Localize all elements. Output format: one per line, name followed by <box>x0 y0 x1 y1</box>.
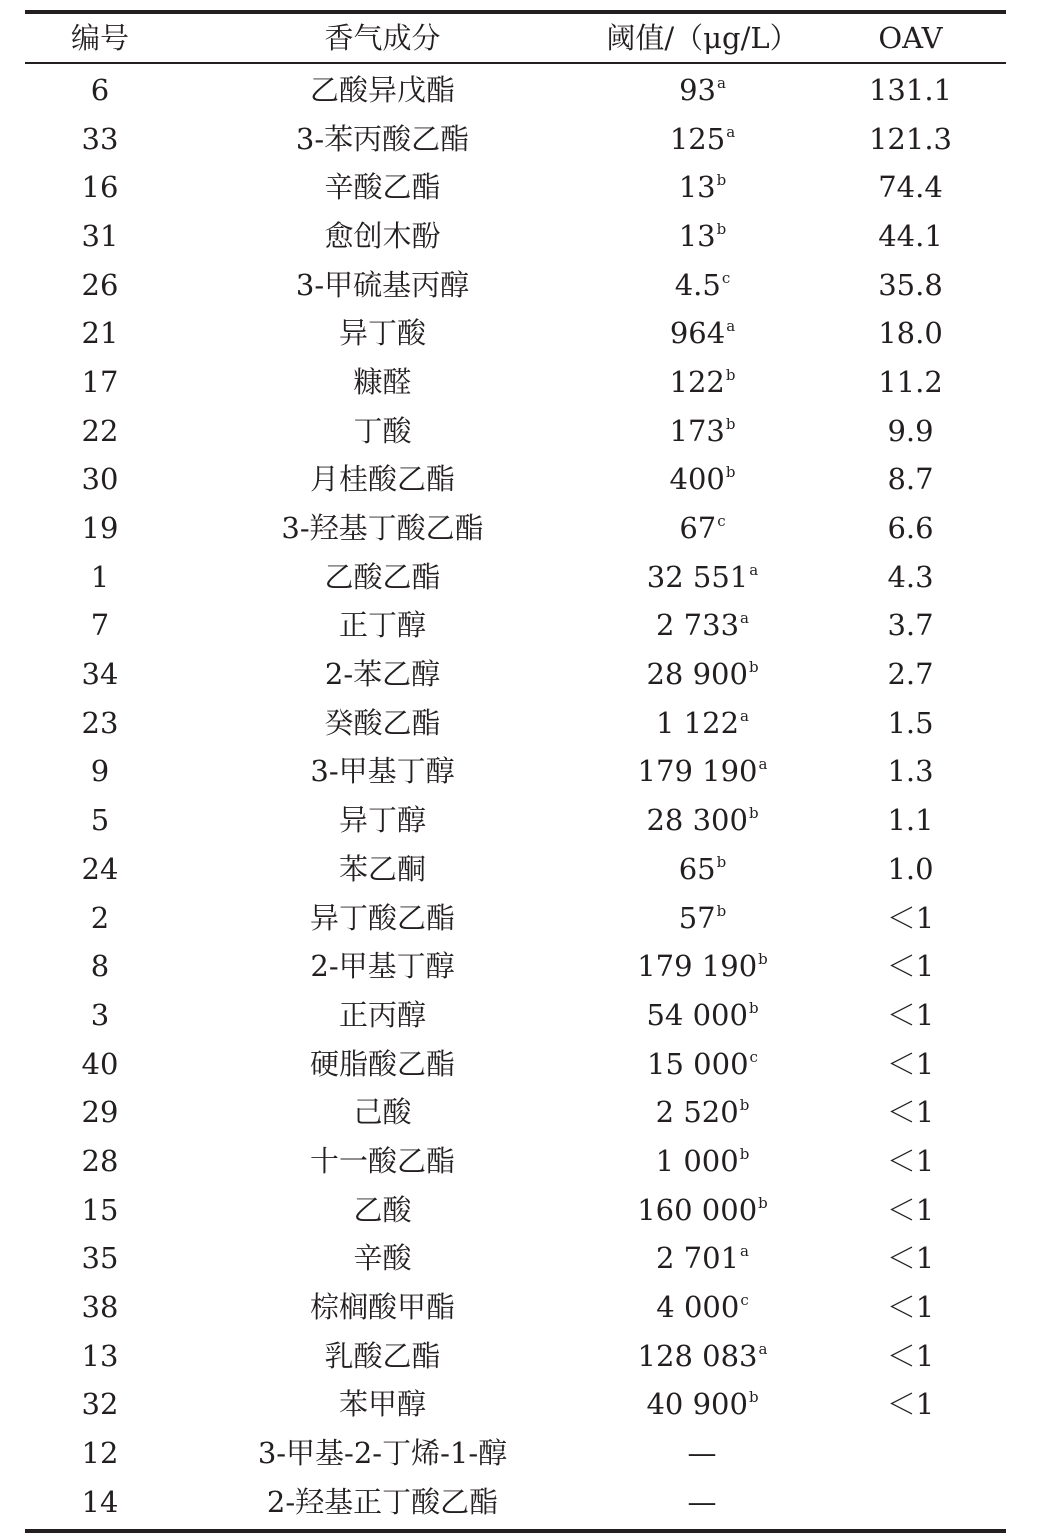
aroma-oav-table <box>25 10 1006 1533</box>
cell-compound: 3-甲硫基丙醇 <box>295 267 470 302</box>
threshold-footnote-mark: b <box>716 901 727 920</box>
cell-id: 35 <box>81 1241 119 1276</box>
cell-compound: 正丙醇 <box>338 997 426 1032</box>
threshold-footnote-mark: b <box>716 171 727 190</box>
cell-id: 21 <box>81 316 119 351</box>
threshold-footnote-mark: c <box>740 1291 749 1310</box>
table-row <box>25 553 1006 602</box>
threshold-value: — <box>687 1484 717 1519</box>
cell-id: 26 <box>81 267 119 302</box>
cell-oav: 2.7 <box>887 657 934 692</box>
cell-compound: 乙酸乙酯 <box>324 559 441 594</box>
table-row <box>25 1429 1006 1478</box>
threshold-footnote-mark: c <box>717 512 726 531</box>
cell-threshold <box>590 170 815 205</box>
threshold-value: 122 <box>669 364 725 399</box>
cell-threshold <box>590 1241 815 1276</box>
cell-oav: 6.6 <box>887 511 934 546</box>
cell-id: 32 <box>81 1387 119 1422</box>
cell-oav: ＜1 <box>886 949 935 984</box>
cell-oav: 44.1 <box>878 218 943 253</box>
cell-id: 14 <box>81 1484 119 1519</box>
threshold-footnote-mark: b <box>748 998 759 1017</box>
threshold-footnote-mark: a <box>740 609 749 628</box>
cell-oav: ＜1 <box>886 1387 935 1422</box>
cell-compound: 月桂酸乙酯 <box>309 462 455 497</box>
threshold-footnote-mark: b <box>748 804 759 823</box>
threshold-value: 2 733 <box>656 608 740 643</box>
threshold-footnote-mark: b <box>725 414 736 433</box>
cell-id: 17 <box>81 364 119 399</box>
cell-oav: 8.7 <box>887 462 934 497</box>
threshold-footnote-mark: b <box>725 463 736 482</box>
threshold-value: 160 000 <box>637 1192 758 1227</box>
cell-threshold <box>590 364 815 399</box>
threshold-value: 964 <box>669 316 726 351</box>
table-row <box>25 261 1006 310</box>
threshold-footnote-mark: a <box>749 560 759 579</box>
threshold-value: 1 122 <box>656 705 740 740</box>
cell-oav: 131.1 <box>868 72 953 107</box>
cell-compound: 乙酸 <box>353 1192 412 1227</box>
cell-oav: ＜1 <box>886 997 935 1032</box>
cell-id: 23 <box>81 705 119 740</box>
cell-id: 5 <box>90 803 110 838</box>
table-row <box>25 1283 1006 1332</box>
cell-oav: ＜1 <box>886 1143 935 1178</box>
threshold-value: 128 083 <box>637 1338 758 1373</box>
threshold-footnote-mark: b <box>758 1193 768 1212</box>
table-row <box>25 894 1006 943</box>
threshold-value: 15 000 <box>647 1046 749 1081</box>
threshold-value: 93 <box>679 72 716 107</box>
cell-id: 12 <box>81 1436 119 1471</box>
table-row <box>25 1235 1006 1284</box>
cell-id: 16 <box>81 170 119 205</box>
cell-threshold <box>590 754 815 789</box>
cell-compound: 苯乙酮 <box>338 851 426 886</box>
cell-threshold <box>590 121 815 156</box>
table-row <box>25 748 1006 797</box>
cell-id: 19 <box>81 511 119 546</box>
threshold-footnote-mark: b <box>748 658 759 677</box>
table-row <box>25 1137 1006 1186</box>
threshold-value: 179 190 <box>637 754 758 789</box>
cell-oav: ＜1 <box>886 1046 935 1081</box>
cell-compound: 2-甲基丁醇 <box>310 949 455 984</box>
cell-oav: 1.5 <box>887 705 934 740</box>
threshold-footnote-mark: a <box>726 122 736 141</box>
cell-oav: ＜1 <box>886 900 935 935</box>
threshold-footnote-mark: a <box>740 1242 749 1261</box>
cell-oav: ＜1 <box>886 1192 935 1227</box>
cell-oav: ＜1 <box>886 1095 935 1130</box>
threshold-value: 28 900 <box>646 657 748 692</box>
header-oav: OAV <box>878 20 943 55</box>
cell-id: 31 <box>81 218 119 253</box>
cell-oav: 3.7 <box>887 608 934 643</box>
cell-threshold <box>590 851 815 886</box>
cell-id: 6 <box>90 72 110 107</box>
cell-threshold <box>590 1192 815 1227</box>
table-row <box>25 845 1006 894</box>
cell-id: 38 <box>81 1290 119 1325</box>
threshold-value: 125 <box>669 121 726 156</box>
cell-oav: 1.1 <box>887 803 934 838</box>
cell-compound: 3-苯丙酸乙酯 <box>295 121 470 156</box>
cell-threshold <box>590 657 815 692</box>
table-row <box>25 1381 1006 1430</box>
cell-oav: 4.3 <box>887 559 934 594</box>
table-row <box>25 1040 1006 1089</box>
cell-compound: 2-苯乙醇 <box>324 657 441 692</box>
threshold-value: 32 551 <box>646 559 749 594</box>
cell-id: 34 <box>81 657 119 692</box>
cell-id: 29 <box>81 1095 119 1130</box>
cell-id: 24 <box>81 851 119 886</box>
threshold-value: 54 000 <box>646 997 748 1032</box>
cell-compound: 3-甲基-2-丁烯-1-醇 <box>257 1436 508 1471</box>
cell-oav: 9.9 <box>887 413 934 448</box>
threshold-value: 65 <box>678 851 716 886</box>
threshold-footnote-mark: b <box>725 365 736 384</box>
table-row <box>25 1478 1006 1527</box>
cell-compound: 3-甲基丁醇 <box>310 754 455 789</box>
threshold-footnote-mark: b <box>716 219 727 238</box>
cell-threshold <box>590 1046 815 1081</box>
cell-oav: 74.4 <box>878 170 943 205</box>
cell-threshold <box>590 316 815 351</box>
cell-oav: ＜1 <box>886 1290 935 1325</box>
cell-oav: ＜1 <box>886 1338 935 1373</box>
threshold-value: 57 <box>678 900 716 935</box>
threshold-footnote-mark: a <box>716 73 726 92</box>
cell-threshold <box>590 72 815 107</box>
threshold-value: 40 900 <box>646 1387 748 1422</box>
threshold-footnote-mark: b <box>716 852 727 871</box>
cell-id: 22 <box>81 413 119 448</box>
threshold-value: 13 <box>678 170 716 205</box>
cell-compound: 异丁酸乙酯 <box>309 900 455 935</box>
cell-compound: 2-羟基正丁酸乙酯 <box>266 1484 499 1519</box>
cell-id: 3 <box>90 997 110 1032</box>
cell-id: 30 <box>81 462 119 497</box>
threshold-footnote-mark: c <box>749 1047 758 1066</box>
cell-compound: 辛酸乙酯 <box>324 170 441 205</box>
cell-threshold <box>590 413 815 448</box>
cell-compound: 乳酸乙酯 <box>324 1338 441 1373</box>
cell-threshold <box>590 218 815 253</box>
cell-id: 40 <box>81 1046 119 1081</box>
cell-threshold <box>590 511 815 546</box>
cell-id: 7 <box>90 608 110 643</box>
cell-threshold <box>590 705 815 740</box>
cell-threshold <box>590 559 815 594</box>
cell-oav: 11.2 <box>878 364 943 399</box>
cell-threshold <box>590 1338 815 1373</box>
cell-compound: 异丁酸 <box>338 316 426 351</box>
threshold-value: 4 000 <box>656 1290 740 1325</box>
table-row <box>25 796 1006 845</box>
threshold-value: 67 <box>679 511 717 546</box>
threshold-footnote-mark: a <box>726 317 736 336</box>
threshold-value: 4.5 <box>674 267 721 302</box>
threshold-footnote-mark: c <box>721 268 731 287</box>
cell-oav: 121.3 <box>868 121 953 156</box>
threshold-value: 28 300 <box>646 803 748 838</box>
cell-oav: 1.0 <box>887 851 934 886</box>
threshold-footnote-mark: b <box>758 950 768 969</box>
table-row <box>25 1332 1006 1381</box>
threshold-value: 13 <box>678 218 716 253</box>
table-row <box>25 504 1006 553</box>
cell-compound: 丁酸 <box>353 413 412 448</box>
cell-oav: ＜1 <box>886 1241 935 1276</box>
cell-threshold <box>590 462 815 497</box>
threshold-footnote-mark: a <box>758 1339 768 1358</box>
cell-compound: 异丁醇 <box>338 803 426 838</box>
cell-threshold <box>590 803 815 838</box>
table-row <box>25 212 1006 261</box>
cell-oav: 1.3 <box>887 754 934 789</box>
cell-id: 1 <box>90 559 110 594</box>
threshold-footnote-mark: b <box>748 1388 759 1407</box>
cell-id: 13 <box>81 1338 119 1373</box>
threshold-value: 173 <box>669 413 725 448</box>
cell-id: 9 <box>90 754 110 789</box>
cell-id: 15 <box>81 1192 119 1227</box>
cell-compound: 辛酸 <box>353 1241 412 1276</box>
table-row <box>25 699 1006 748</box>
cell-compound: 糠醛 <box>353 364 412 399</box>
cell-compound: 棕榈酸甲酯 <box>309 1290 455 1325</box>
cell-compound: 愈创木酚 <box>324 218 441 253</box>
threshold-footnote-mark: a <box>758 755 768 774</box>
cell-id: 33 <box>81 121 119 156</box>
table-row <box>25 309 1006 358</box>
table-header-row <box>25 14 1006 62</box>
header-id: 编号 <box>70 20 129 55</box>
cell-compound: 正丁醇 <box>338 608 426 643</box>
cell-oav: 35.8 <box>878 267 943 302</box>
cell-compound: 硬脂酸乙酯 <box>309 1046 455 1081</box>
cell-compound: 己酸 <box>353 1095 412 1130</box>
cell-id: 8 <box>90 949 110 984</box>
cell-compound: 苯甲醇 <box>338 1387 426 1422</box>
cell-threshold <box>590 997 815 1032</box>
cell-threshold <box>590 1484 815 1519</box>
table-row <box>25 1186 1006 1235</box>
table-row <box>25 407 1006 456</box>
cell-compound: 乙酸异戊酯 <box>309 72 455 107</box>
cell-threshold <box>590 1290 815 1325</box>
cell-threshold <box>590 949 815 984</box>
threshold-value: 1 000 <box>655 1143 739 1178</box>
cell-threshold <box>590 608 815 643</box>
threshold-value: — <box>687 1436 717 1471</box>
table-body <box>25 64 1006 1529</box>
table-row <box>25 456 1006 505</box>
table-row <box>25 602 1006 651</box>
threshold-footnote-mark: b <box>739 1144 750 1163</box>
threshold-value: 179 190 <box>637 949 758 984</box>
header-threshold: 阈值/（μg/L） <box>606 20 799 55</box>
threshold-footnote-mark: b <box>739 1096 750 1115</box>
cell-compound: 3-羟基丁酸乙酯 <box>281 511 484 546</box>
cell-compound: 十一酸乙酯 <box>309 1143 455 1178</box>
cell-threshold <box>590 1095 815 1130</box>
table-row <box>25 66 1006 115</box>
cell-threshold <box>590 900 815 935</box>
cell-threshold <box>590 1143 815 1178</box>
cell-compound: 癸酸乙酯 <box>324 705 441 740</box>
cell-id: 28 <box>81 1143 119 1178</box>
cell-threshold <box>590 267 815 302</box>
table-row <box>25 942 1006 991</box>
table-row <box>25 358 1006 407</box>
cell-id: 2 <box>90 900 110 935</box>
table-row <box>25 991 1006 1040</box>
threshold-footnote-mark: a <box>740 706 749 725</box>
threshold-value: 400 <box>669 462 725 497</box>
table-row <box>25 650 1006 699</box>
header-compound: 香气成分 <box>324 20 441 55</box>
cell-threshold <box>590 1436 815 1471</box>
threshold-value: 2 520 <box>655 1095 739 1130</box>
table-row <box>25 163 1006 212</box>
table-row <box>25 1088 1006 1137</box>
threshold-value: 2 701 <box>656 1241 740 1276</box>
table-row <box>25 115 1006 164</box>
cell-threshold <box>590 1387 815 1422</box>
cell-oav: 18.0 <box>878 316 943 351</box>
table-bottom-rule <box>25 1529 1006 1533</box>
